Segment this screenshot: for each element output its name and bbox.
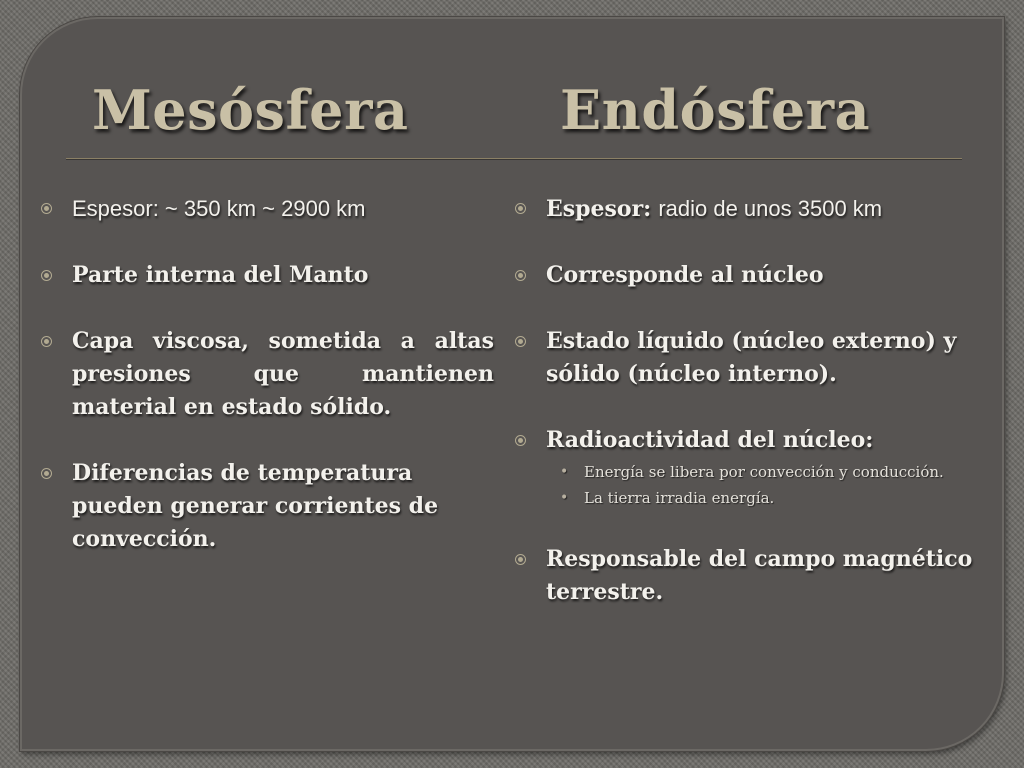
item-text: Estado líquido (núcleo externo) y sólido (núcleo interno). [546,328,957,387]
item-text: radio de unos 3500 km [658,196,883,221]
dot-bullet-icon: • [560,464,569,480]
circle-bullet-icon [41,270,52,281]
list-item [514,325,986,391]
endosfera-list [514,192,986,642]
list-item [40,457,494,556]
list-item [40,325,494,424]
list-item [514,424,986,510]
item-text: Espesor: ~ 350 km ~ 2900 km [72,196,366,221]
circle-bullet-icon [41,336,52,347]
sub-item-text: Energía se libera por convección y conducción. [584,463,944,481]
list-item [40,259,494,292]
list-item [514,543,986,609]
item-text: Responsable del campo magnético terrestre. [546,546,973,605]
item-text: Capa viscosa, sometida a altas presiones que mantienen material en estado sólido. [72,328,494,420]
list-item [514,259,986,292]
circle-bullet-icon [515,270,526,281]
circle-bullet-icon [515,435,526,446]
item-text: Corresponde al núcleo [546,262,824,288]
circle-bullet-icon [515,203,526,214]
item-label: Espesor: [546,196,652,222]
dot-bullet-icon: • [560,490,569,506]
item-text: Radioactividad del núcleo: [546,427,874,453]
sub-list-item [560,461,986,484]
title-mesosfera: Mesósfera [92,78,409,142]
mesosfera-list [40,192,494,589]
list-item [514,192,986,226]
sub-list [546,461,986,510]
circle-bullet-icon [515,554,526,565]
sub-list-item [560,487,986,510]
list-item [40,192,494,226]
circle-bullet-icon [41,203,52,214]
item-text: Parte interna del Manto [72,262,369,288]
item-text: Diferencias de temperatura pueden generar corrientes de convección. [72,460,439,552]
title-divider [66,158,962,159]
circle-bullet-icon [41,468,52,479]
circle-bullet-icon [515,336,526,347]
sub-item-text: La tierra irradia energía. [584,489,775,507]
title-endosfera: Endósfera [560,78,871,142]
